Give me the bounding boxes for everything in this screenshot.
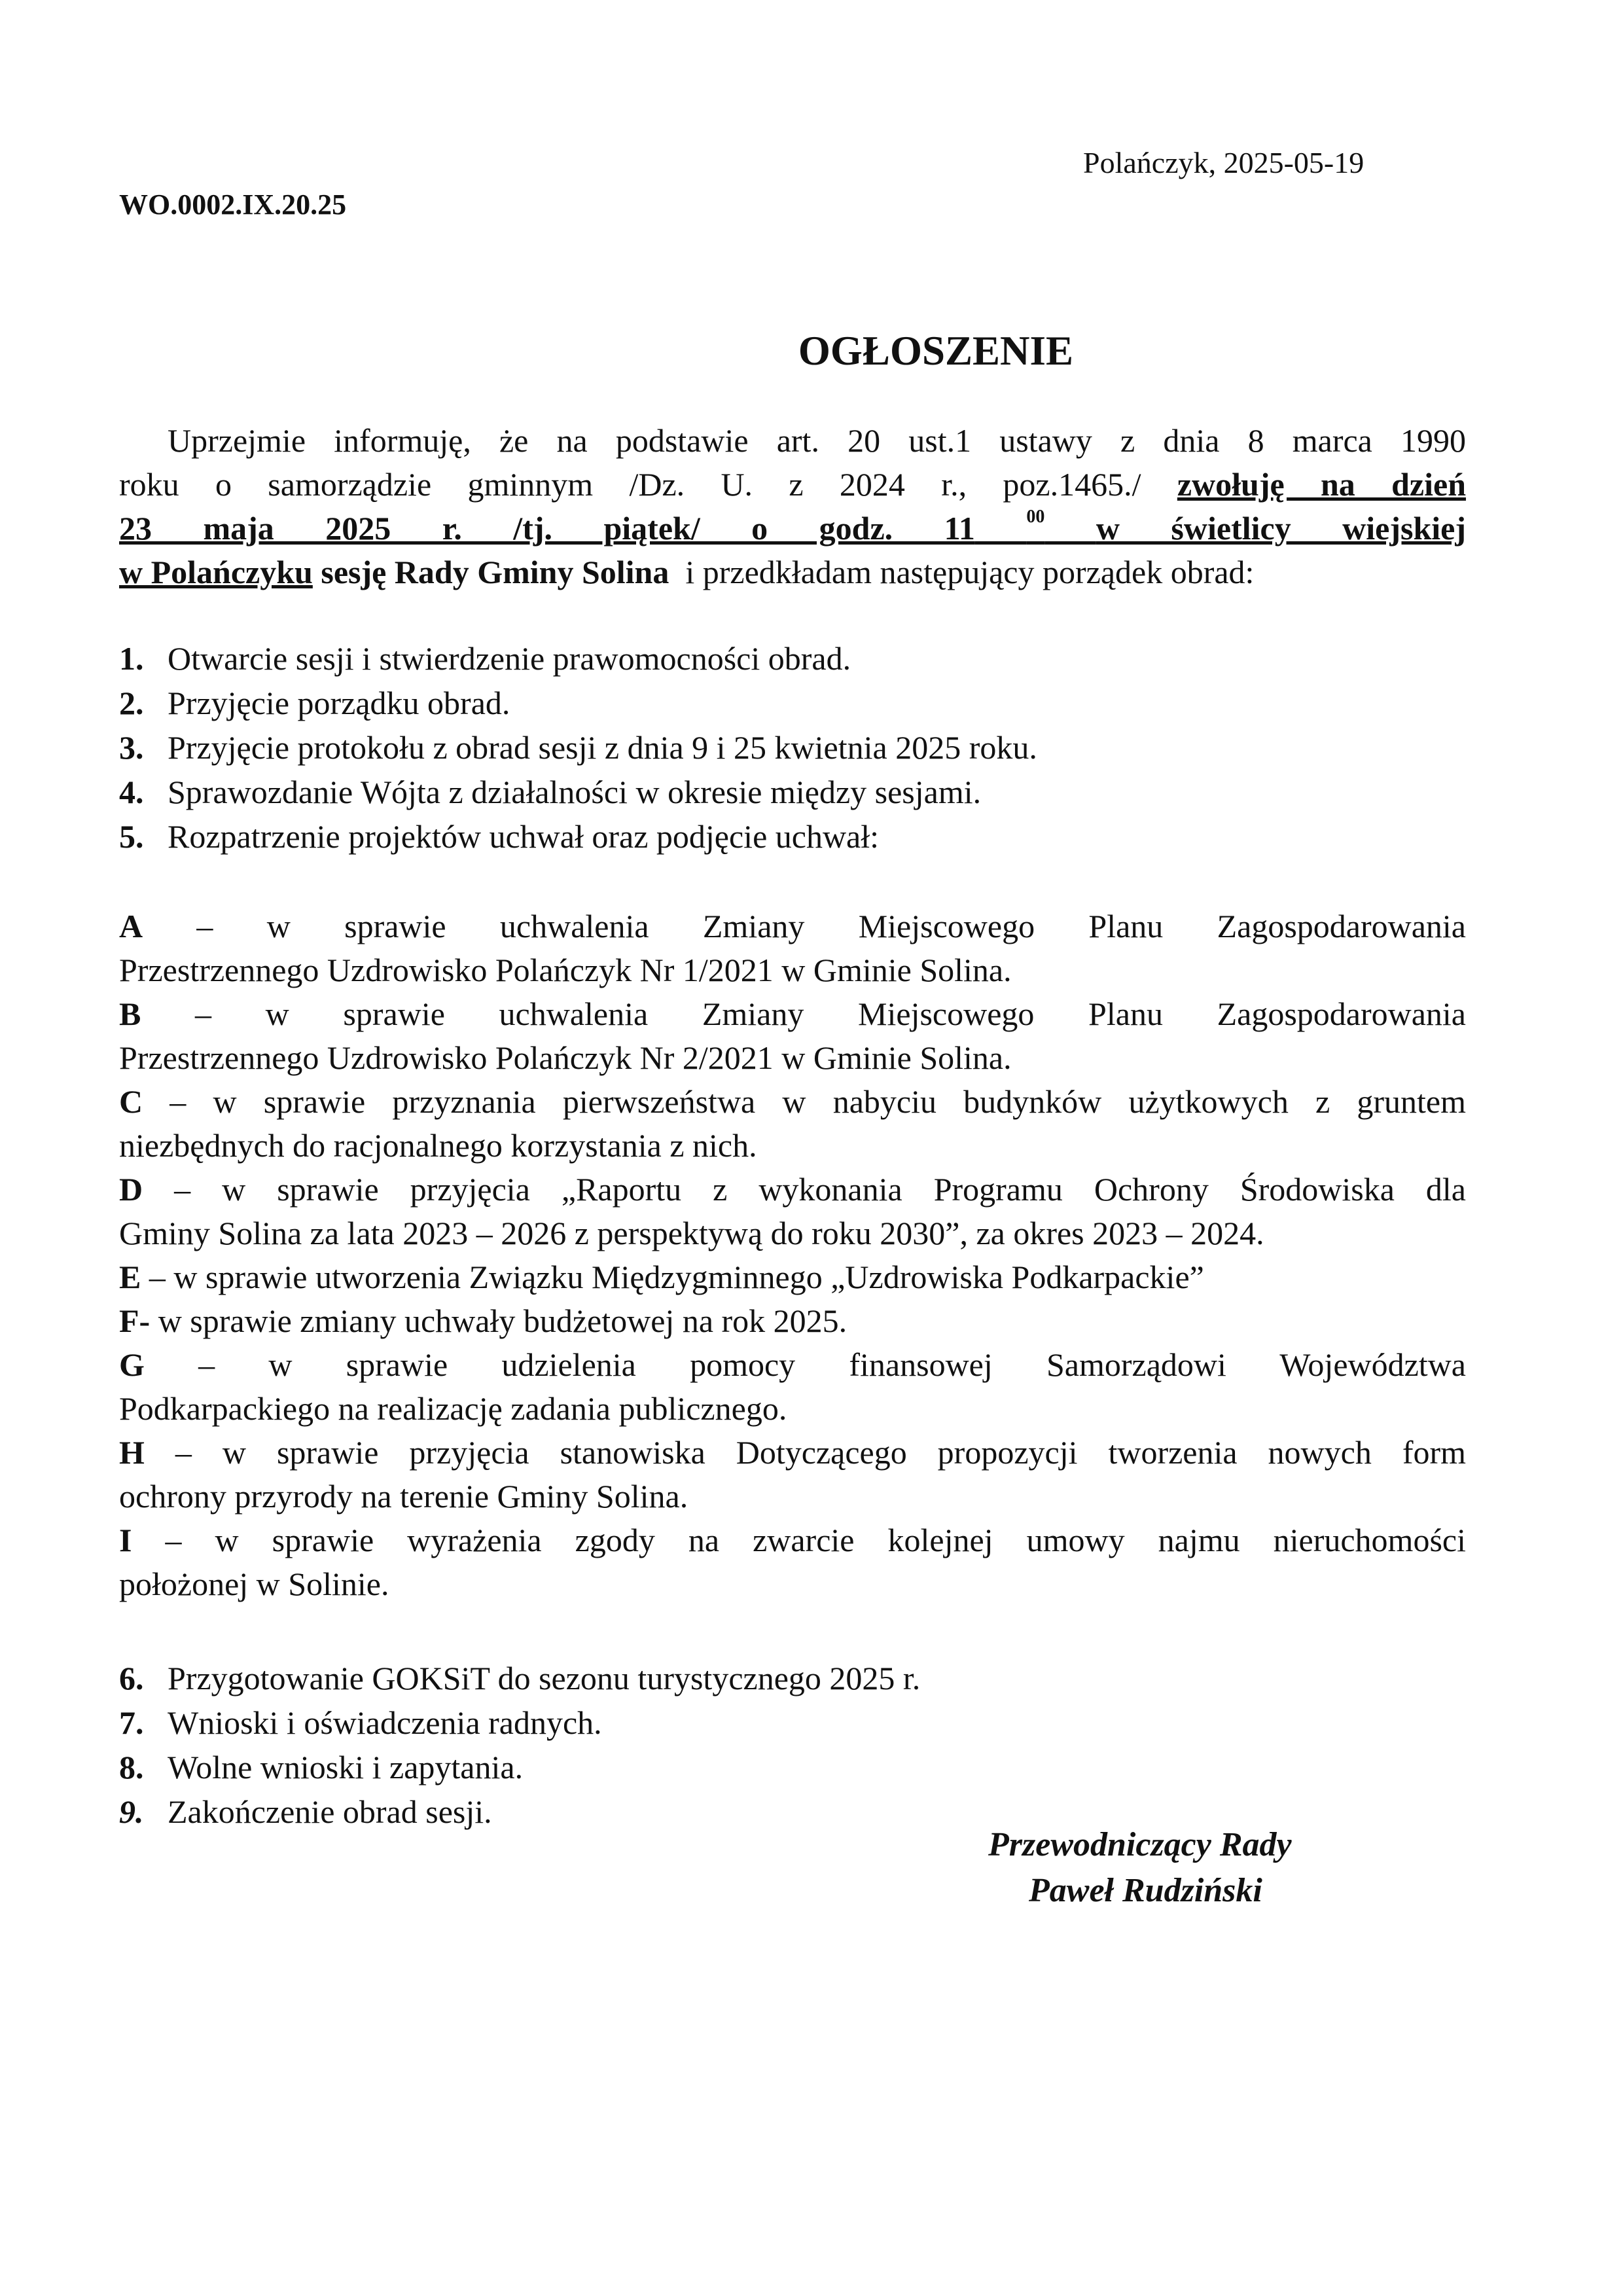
item-text: Przygotowanie GOKSiT do sezonu turystycznego 2025 r.	[168, 1660, 921, 1696]
signatory-role: Przewodniczący Rady	[988, 1826, 1292, 1863]
resolution-line-2: Przestrzennego Uzdrowisko Polańczyk Nr 2/2021 w Gminie Solina.	[119, 1039, 1012, 1076]
resolution-text: – w sprawie uchwalenia Zmiany Miejscowego Planu Zagospodarowania	[196, 908, 1467, 944]
item-number: 3.	[119, 729, 144, 766]
signatory-name: Paweł Rudziński	[1029, 1872, 1262, 1909]
item-number: 9.	[119, 1793, 144, 1830]
resolution-item-e	[119, 1255, 1466, 1299]
reference-number: WO.0002.IX.20.25	[119, 188, 347, 221]
resolution-text: – w sprawie przyznania pierwszeństwa w nabyciu budynków użytkowych z gruntem	[169, 1083, 1467, 1120]
item-text: Sprawozdanie Wójta z działalności w okresie między sesjami.	[168, 774, 982, 810]
resolution-line-1	[119, 1255, 1466, 1299]
list-item	[119, 1656, 920, 1700]
item-number: 2.	[119, 685, 144, 721]
resolution-letter: G	[119, 1346, 145, 1383]
resolution-text: – w sprawie utworzenia Związku Międzygminnego „Uzdrowiska Podkarpackie”	[149, 1259, 1204, 1295]
meeting-datetime: 23 maja 2025 r. /tj. piątek/ o godz. 11	[119, 510, 975, 547]
item-text: Przyjęcie protokołu z obrad sesji z dnia 9 i 25 kwietnia 2025 roku.	[168, 729, 1037, 766]
item-text: Zakończenie obrad sesji.	[168, 1793, 492, 1830]
resolution-line-2: Podkarpackiego na realizację zadania publicznego.	[119, 1390, 787, 1427]
resolution-text: – w sprawie udzielenia pomocy finansowej Samorządowi Województwa	[198, 1346, 1467, 1383]
list-item	[119, 1789, 920, 1834]
item-number: 8.	[119, 1749, 144, 1785]
intro-line-4	[119, 550, 1466, 594]
resolution-text: – w sprawie uchwalenia Zmiany Miejscowego Planu Zagospodarowania	[195, 996, 1467, 1032]
item-text: Wolne wnioski i zapytania.	[168, 1749, 524, 1785]
resolution-text: – w sprawie przyjęcia „Raportu z wykonania Programu Ochrony Środowiska dla	[174, 1171, 1467, 1208]
resolution-letter: B	[119, 996, 141, 1032]
resolution-item-i	[119, 1518, 1466, 1606]
list-item	[119, 681, 1037, 725]
resolution-letter: A	[119, 908, 143, 944]
document-title	[0, 327, 1623, 375]
resolution-letter: D	[119, 1171, 143, 1208]
resolution-item-b	[119, 992, 1466, 1080]
hour-minutes: 00	[1026, 507, 1045, 527]
resolution-line-2: Przestrzennego Uzdrowisko Polańczyk Nr 1/2021 w Gminie Solina.	[119, 952, 1012, 988]
resolution-letter: E	[119, 1259, 141, 1295]
resolution-item-d	[119, 1168, 1466, 1255]
resolution-letter: F-	[119, 1302, 151, 1339]
resolution-text: w sprawie zmiany uchwały budżetowej na rok 2025.	[158, 1302, 847, 1339]
resolution-line-1	[119, 1431, 1466, 1475]
resolution-item-a	[119, 905, 1466, 992]
resolution-item-h	[119, 1431, 1466, 1518]
meeting-place: w świetlicy wiejskiej	[1096, 510, 1467, 547]
resolution-line-1	[119, 1080, 1466, 1124]
item-text: Wnioski i oświadczenia radnych.	[168, 1704, 602, 1741]
resolution-line-2: niezbędnych do racjonalnego korzystania z nich.	[119, 1127, 757, 1164]
resolution-list	[119, 905, 1466, 1606]
resolution-line-1	[119, 1343, 1466, 1387]
intro-line-3	[119, 507, 1466, 550]
list-item	[119, 814, 1037, 859]
item-number: 6.	[119, 1660, 144, 1696]
resolution-text: – w sprawie wyrażenia zgody na zwarcie kolejnej umowy najmu nieruchomości	[165, 1522, 1466, 1558]
resolution-line-2: ochrony przyrody na terenie Gminy Solina.	[119, 1478, 688, 1515]
resolution-item-f	[119, 1299, 1466, 1343]
resolution-letter: C	[119, 1083, 143, 1120]
signature-block	[988, 1822, 1292, 1914]
list-item	[119, 1745, 920, 1789]
list-item	[119, 770, 1037, 814]
resolution-line-1	[119, 992, 1466, 1036]
intro-line-1: Uprzejmie informuję, że na podstawie art. 20 ust.1 ustawy z dnia 8 marca 1990	[168, 422, 1466, 459]
item-text: Przyjęcie porządku obrad.	[168, 685, 510, 721]
item-number: 5.	[119, 818, 144, 855]
place-date: Polańczyk, 2025-05-19	[1083, 146, 1364, 179]
resolution-line-2: położonej w Solinie.	[119, 1566, 389, 1602]
resolution-line-1	[119, 905, 1466, 948]
resolution-letter: H	[119, 1434, 145, 1471]
agenda-list-bottom	[119, 1656, 920, 1834]
resolution-line-1	[119, 1168, 1466, 1211]
intro-line-2-text: roku o samorządzie gminnym /Dz. U. z 2024 r., poz.1465./	[119, 466, 1141, 503]
item-number: 7.	[119, 1704, 144, 1741]
resolution-item-g	[119, 1343, 1466, 1431]
item-number: 4.	[119, 774, 144, 810]
session-name: sesję Rady Gminy Solina	[321, 554, 669, 590]
item-text: Rozpatrzenie projektów uchwał oraz podjęcie uchwał:	[168, 818, 880, 855]
list-item	[119, 1700, 920, 1745]
meeting-town: w Polańczyku	[119, 554, 313, 590]
resolution-item-c	[119, 1080, 1466, 1168]
intro-line-4-text: i przedkładam następujący porządek obrad:	[685, 554, 1255, 590]
resolution-line-2: Gminy Solina za lata 2023 – 2026 z perspektywą do roku 2030”, za okres 2023 – 2024.	[119, 1215, 1264, 1251]
item-text: Otwarcie sesji i stwierdzenie prawomocności obrad.	[168, 640, 851, 677]
list-item	[119, 636, 1037, 681]
intro-convening-text: zwołuję na dzień	[1177, 466, 1467, 503]
intro-paragraph	[119, 419, 1466, 594]
resolution-line-1	[119, 1518, 1466, 1562]
resolution-letter: I	[119, 1522, 132, 1558]
document-title-text: OGŁOSZENIE	[798, 328, 1074, 374]
item-number: 1.	[119, 640, 144, 677]
resolution-line-1	[119, 1299, 1466, 1343]
resolution-text: – w sprawie przyjęcia stanowiska Dotyczącego propozycji tworzenia nowych form	[175, 1434, 1467, 1471]
agenda-list-top	[119, 636, 1037, 859]
list-item	[119, 725, 1037, 770]
intro-line-2	[119, 463, 1466, 507]
